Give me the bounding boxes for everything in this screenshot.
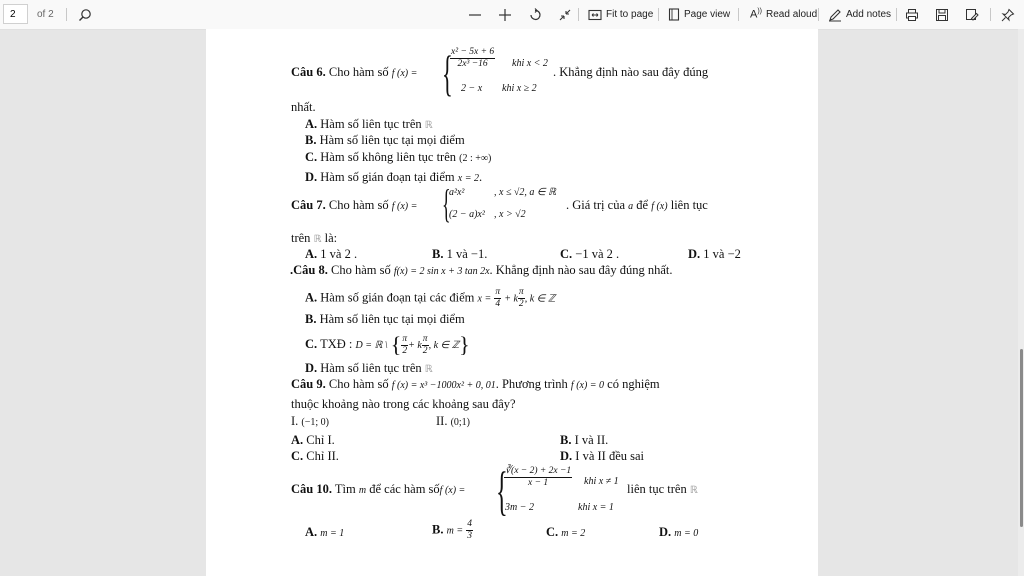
q6-case1 (450, 47, 495, 70)
save-as-button[interactable] (965, 0, 979, 29)
divider (738, 8, 739, 21)
divider (658, 8, 659, 21)
zoom-in-button[interactable] (498, 0, 512, 29)
q10-tail: liên tục trên ℝ (627, 482, 698, 496)
q10-cond2: khi x = 1 (578, 502, 614, 513)
q9-option-b: B. I và II. (560, 433, 609, 447)
page-number-input[interactable] (3, 4, 28, 24)
collapse-icon (558, 8, 572, 22)
plus-icon (498, 8, 512, 22)
rotate-button[interactable] (528, 0, 542, 29)
q6-label: Câu 6. (291, 65, 326, 79)
divider (896, 8, 897, 21)
q6-tail: . Khẳng định nào sau đây đúng (553, 65, 709, 79)
q6-text: Cho hàm số (328, 65, 389, 79)
divider (818, 8, 819, 21)
page-current: 2 (10, 8, 16, 20)
page-view-label: Page view (684, 9, 731, 20)
save-button[interactable] (935, 0, 949, 29)
search-button[interactable] (78, 0, 92, 29)
q8-stem: .Câu 8. Cho hàm số f(x) = 2 sin x + 3 tan 2x. Khẳng định nào sau đây đúng nhất. (290, 263, 673, 277)
q9-line2: thuộc khoảng nào trong các khoảng sau đây? (291, 397, 516, 411)
q8-option-d: D. Hàm số liên tục trên ℝ (305, 361, 433, 375)
read-aloud-button[interactable] (750, 0, 817, 29)
q9-option-d: D. I và II đều sai (560, 449, 645, 463)
q10-option-d: D. m = 0 (659, 525, 699, 539)
settings-button[interactable] (1001, 0, 1015, 29)
save-as-icon (965, 8, 979, 22)
q6-numerator: x² − 5x + 6 (451, 47, 495, 57)
q10-case1: $\frac{∛(x - 2) + 2x -1}{x - 1}$ (505, 466, 572, 488)
q9-option-c: C. Chỉ II. (291, 449, 339, 463)
fit-page-icon (588, 9, 602, 21)
fit-to-page-label: Fit to page (606, 9, 654, 20)
q7-option-d: D. 1 và −2 (688, 247, 741, 261)
q6-option-d: D. Hàm số gián đoạn tại điểm x = 2. (305, 170, 483, 184)
q7-option-b: B. 1 và −1. (432, 247, 488, 261)
q7-brace: { (442, 181, 451, 226)
q7-case1: a²x² (449, 187, 465, 198)
q9-interval-i: I. (−1; 0) (291, 414, 329, 428)
q10-option-b: B. m = $\frac{4}{3}$ (432, 519, 472, 541)
q7-option-a: A. 1 và 2 . (305, 247, 358, 261)
q7-cond1: , x ≤ √2, a ∈ ℝ (494, 187, 557, 198)
add-notes-label: Add notes (846, 9, 892, 20)
q9-option-a: A. Chỉ I. (291, 433, 335, 447)
q6-brace: { (442, 45, 453, 101)
pdf-page (206, 29, 818, 576)
vertical-scrollbar[interactable] (1018, 29, 1024, 576)
q6-tail2: nhất. (291, 100, 316, 114)
q7-case2: (2 − a)x² (449, 209, 485, 220)
minus-icon (468, 8, 482, 22)
q9-stem: Câu 9. Cho hàm số f (x) = x³ −1000x² + 0, 01. Phương trình f (x) = 0 có nghiệm (291, 377, 660, 391)
q10-stem: Câu 10. Tìm m để các hàm sốf (x) = (291, 482, 466, 496)
page-total: of 2 (37, 9, 54, 20)
q7-tail: . Giá trị của a để f (x) liên tục (566, 198, 708, 212)
pen-icon (828, 8, 842, 22)
q7-cond2: , x > √2 (494, 209, 526, 220)
divider (66, 8, 67, 21)
q10-option-c: C. m = 2 (546, 525, 586, 539)
q10-brace: { (496, 461, 508, 521)
q6-option-a: A. Hàm số liên tục trên ℝ (305, 117, 433, 131)
q6-cond2: khi x ≥ 2 (502, 83, 537, 94)
divider (578, 8, 579, 21)
read-aloud-icon: A)) (750, 8, 763, 21)
divider (990, 8, 991, 21)
page-view-icon (668, 8, 680, 21)
pin-icon (1001, 8, 1015, 22)
rotate-icon (528, 8, 542, 22)
fullscreen-button[interactable] (558, 0, 572, 29)
q7-option-c: C. −1 và 2 . (560, 247, 620, 261)
save-icon (935, 8, 949, 22)
add-notes-button[interactable] (828, 0, 891, 29)
print-button[interactable] (905, 0, 919, 29)
q6-cond1: khi x < 2 (512, 58, 548, 69)
q10-case2: 3m − 2 (505, 502, 534, 513)
zoom-out-button[interactable] (468, 0, 482, 29)
read-aloud-label: Read aloud (766, 9, 818, 20)
page-view-button[interactable] (668, 0, 730, 29)
scrollbar-thumb[interactable] (1020, 349, 1023, 527)
search-icon (78, 8, 92, 22)
q8-option-b: B. Hàm số liên tục tại mọi điểm (305, 312, 465, 326)
q6-stem (291, 65, 417, 80)
q7-stem: Câu 7. Cho hàm số f (x) = (291, 198, 418, 212)
q10-option-a: A. m = 1 (305, 525, 345, 539)
q9-interval-ii: II. (0;1) (436, 414, 471, 428)
q6-function: f (x) = (391, 68, 418, 79)
q7-line2: trên ℝ là: (291, 231, 338, 245)
pdf-toolbar (0, 0, 1024, 30)
q6-option-b: B. Hàm số liên tục tại mọi điểm (305, 133, 465, 147)
q8-option-a: A. Hàm số gián đoạn tại các điểm x = $\frac{\pi}{4}$ + k $\frac{\pi}{2}$ , k ∈ ℤ (305, 287, 556, 309)
print-icon (905, 8, 919, 22)
q6-option-c: C. Hàm số không liên tục trên (2 : +∞) (305, 150, 492, 164)
q6-denominator: 2x³ −16 (457, 59, 488, 69)
fit-to-page-button[interactable] (588, 0, 653, 29)
q8-option-c: C. TXĐ : D = ℝ \ { $\frac{\pi}{2}$ + k $\frac{\pi}{2}$ , k ∈ ℤ} (305, 332, 470, 357)
q6-case2: 2 − x (461, 83, 483, 94)
q10-cond1: khi x ≠ 1 (584, 476, 619, 487)
